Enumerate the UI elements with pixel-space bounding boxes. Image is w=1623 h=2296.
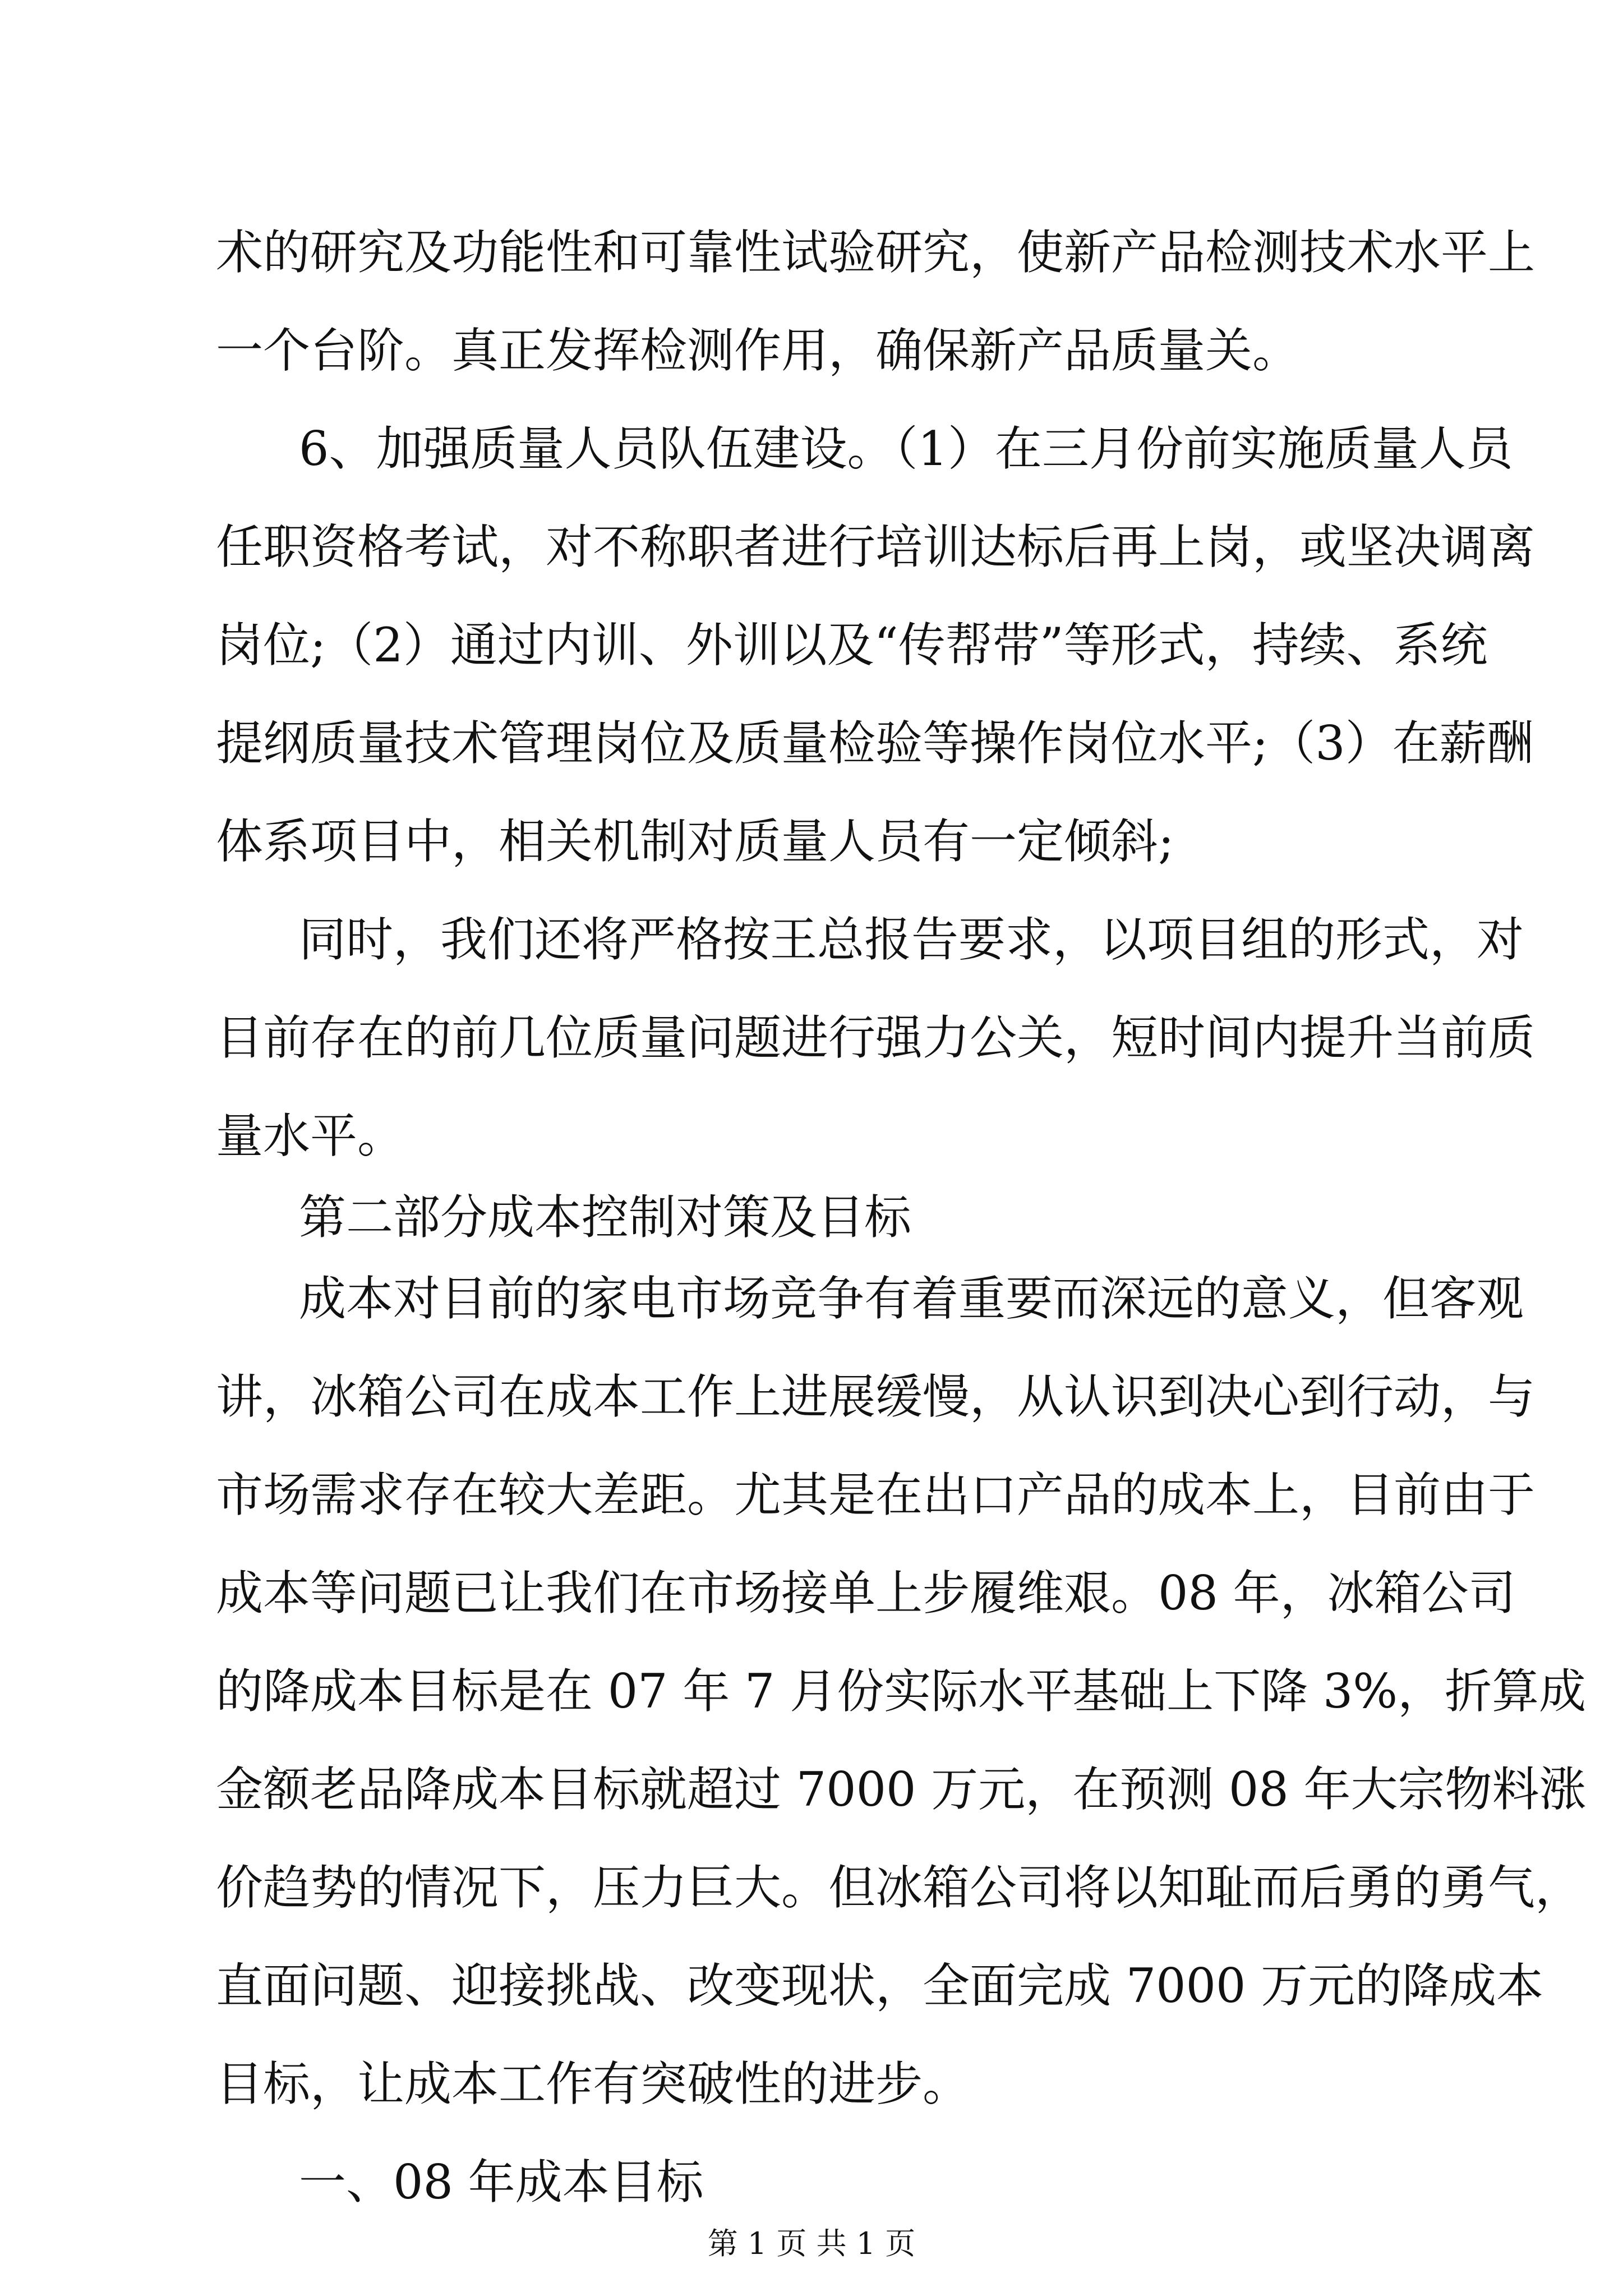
section-heading: 一、08 年成本目标 — [299, 2155, 704, 2210]
text-line: 价趋势的情况下，压力巨大。但冰箱公司将以知耻而后勇的勇气， — [216, 1860, 1583, 1915]
text-line: 金额老品降成本目标就超过 7000 万元，在预测 08 年大宗物料涨 — [216, 1762, 1587, 1817]
text-line: 同时，我们还将严格按王总报告要求，以项目组的形式，对 — [299, 912, 1524, 967]
text-line: 提纲质量技术管理岗位及质量检验等操作岗位水平;（3）在薪酬 — [216, 716, 1534, 771]
text-line: 一个台阶。真正发挥检测作用，确保新产品质量关。 — [216, 323, 1300, 378]
section-heading: 第二部分成本控制对策及目标 — [299, 1190, 912, 1245]
text-line: 讲，冰箱公司在成本工作上进展缓慢，从认识到决心到行动，与 — [216, 1369, 1536, 1424]
text-line: 市场需求存在较大差距。尤其是在出口产品的成本上，目前由于 — [216, 1467, 1536, 1522]
page-footer: 第 1 页 共 1 页 — [707, 2226, 916, 2261]
text-line: 体系项目中，相关机制对质量人员有一定倾斜; — [216, 814, 1174, 869]
text-line: 成本对目前的家电市场竞争有着重要而深远的意义，但客观 — [299, 1271, 1524, 1326]
text-line: 量水平。 — [216, 1108, 405, 1163]
text-line: 术的研究及功能性和可靠性试验研究，使新产品检测技术水平上 — [216, 225, 1536, 280]
text-line: 直面问题、迎接挑战、改变现状，全面完成 7000 万元的降成本 — [216, 1958, 1544, 2013]
text-line: 成本等问题已让我们在市场接单上步履维艰。08 年，冰箱公司 — [216, 1566, 1516, 1621]
text-line: 任职资格考试，对不称职者进行培训达标后再上岗，或坚决调离 — [216, 519, 1536, 574]
text-line: 目前存在的前几位质量问题进行强力公关，短时间内提升当前质 — [216, 1010, 1536, 1065]
text-line: 目标，让成本工作有突破性的进步。 — [216, 2056, 970, 2111]
text-line: 岗位;（2）通过内训、外训以及“传帮带”等形式，持续、系统 — [216, 618, 1488, 673]
text-line: 6、加强质量人员队伍建设。（1）在三月份前实施质量人员 — [299, 421, 1513, 476]
text-line: 的降成本目标是在 07 年 7 月份实际水平基础上下降 3%，折算成 — [216, 1664, 1587, 1719]
